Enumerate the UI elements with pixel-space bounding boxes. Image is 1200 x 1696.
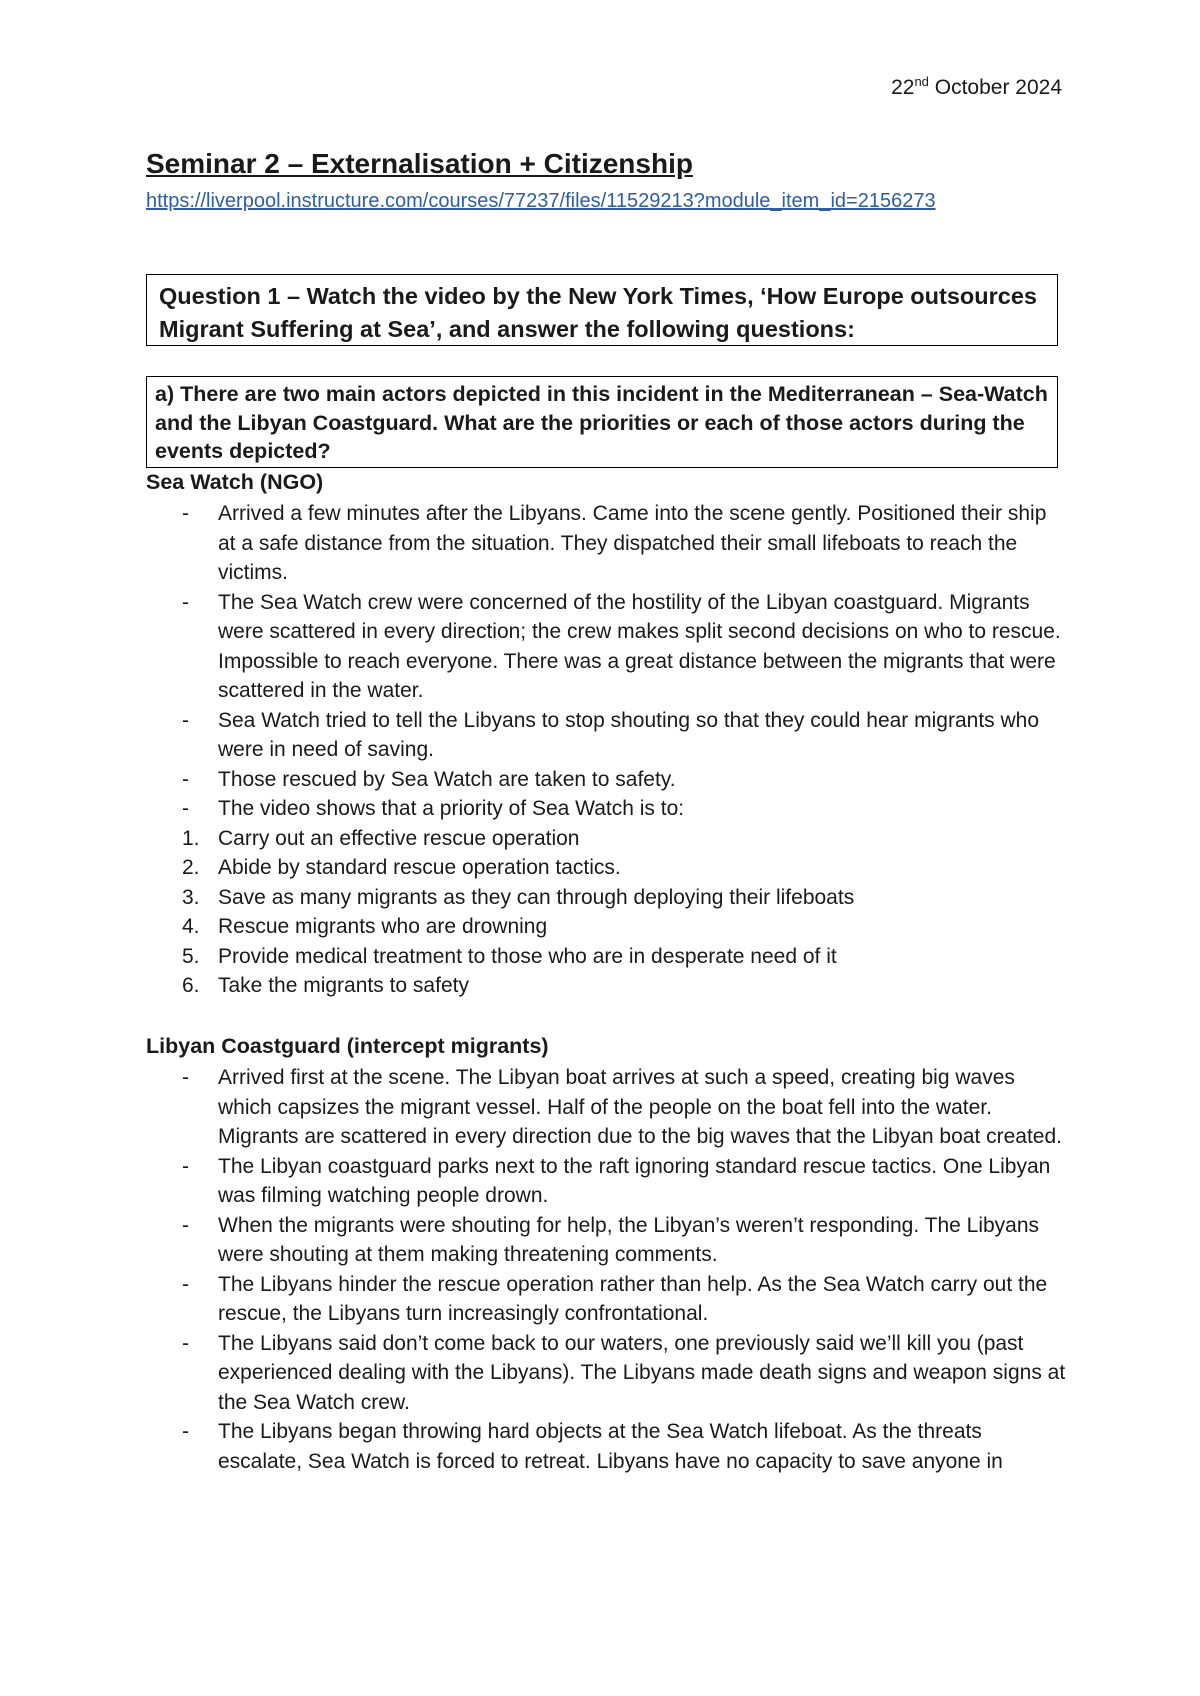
document-date: 22nd October 2024 bbox=[891, 74, 1062, 99]
course-file-link[interactable]: https://liverpool.instructure.com/courses/77237/files/11529213?module_item_id=2156273 bbox=[146, 190, 936, 212]
numbered-item: 5. Provide medical treatment to those who are in desperate need of it bbox=[182, 944, 837, 968]
list-item: - The Libyans hinder the rescue operation rather than help. As the Sea Watch carry out the rescue, the Libyans turn increasingly confrontational. bbox=[182, 1272, 1048, 1325]
list-item: - The video shows that a priority of Sea Watch is to: bbox=[182, 797, 685, 820]
list-item: - The Libyan coastguard parks next to the raft ignoring standard rescue tactics. One Libyan was filming watching people drown. bbox=[182, 1154, 1051, 1207]
numbered-item: 4. Rescue migrants who are drowning bbox=[182, 915, 548, 938]
list-item: - The Libyans said don’t come back to our waters, one previously said we’ll kill you (past experienced dealing with the Libyans). The Libyans made death signs and weapon signs at the Sea Watch crew. bbox=[182, 1331, 1066, 1414]
seawatch-list bbox=[146, 499, 1066, 1001]
numbered-item: 2. Abide by standard rescue operation tactics. bbox=[182, 856, 621, 879]
list-item: - The Sea Watch crew were concerned of the hostility of the Libyan coastguard. Migrants were scattered in every direction; the crew makes split second decisions on who to rescue. Impossible to reach everyone. There was a great distance between the migrants that were scattered in the water. bbox=[182, 590, 1061, 702]
seawatch-heading: Sea Watch (NGO) bbox=[146, 470, 324, 494]
libyan-heading: Libyan Coastguard (intercept migrants) bbox=[146, 1034, 549, 1058]
list-item: - Sea Watch tried to tell the Libyans to stop shouting so that they could hear migrants who were in need of saving. bbox=[182, 708, 1040, 761]
list-item: - Those rescued by Sea Watch are taken to safety. bbox=[182, 767, 676, 791]
document-title: Seminar 2 – Externalisation + Citizenship bbox=[146, 148, 693, 179]
libyan-list bbox=[146, 1063, 1066, 1476]
list-item: - Arrived first at the scene. The Libyan boat arrives at such a speed, creating big waves which capsizes the migrant vessel. Half of the people on the boat fell into the water. Migrants are scattered in every direction due to the big waves that the Libyan boat created. bbox=[182, 1066, 1062, 1148]
question-a-box: a) There are two main actors depicted in this incident in the Mediterranean – Sea-Watch and the Libyan Coastguard. What are the priorities or each of those actors during the events depicted? bbox=[146, 376, 1058, 468]
numbered-item: 6. Take the migrants to safety bbox=[182, 974, 469, 997]
question-1-box: Question 1 – Watch the video by the New York Times, ‘How Europe outsources Migrant Suffering at Sea’, and answer the following questions: bbox=[146, 274, 1058, 346]
numbered-item: 3. Save as many migrants as they can through deploying their lifeboats bbox=[182, 885, 855, 909]
list-item: - The Libyans began throwing hard objects at the Sea Watch lifeboat. As the threats escalate, Sea Watch is forced to retreat. Libyans have no capacity to save anyone in bbox=[182, 1420, 1003, 1473]
list-item: - Arrived a few minutes after the Libyans. Came into the scene gently. Positioned their ship at a safe distance from the situation. They dispatched their small lifeboats to reach the victims. bbox=[182, 502, 1047, 584]
numbered-item: 1. Carry out an effective rescue operation bbox=[182, 826, 580, 850]
list-item: - When the migrants were shouting for help, the Libyan’s weren’t responding. The Libyans were shouting at them making threatening comments. bbox=[182, 1213, 1040, 1266]
